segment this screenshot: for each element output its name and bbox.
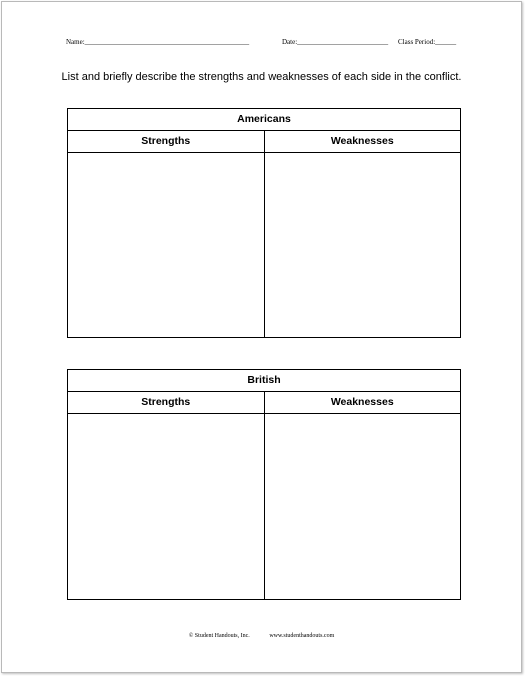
copyright-text: © Student Handouts, Inc. [188,633,250,639]
name-field: Name:_______________________________________________ [66,38,250,46]
strengths-column [68,392,264,599]
page-footer [2,633,521,639]
instructions-text: List and briefly describe the strengths and weaknesses of each side in the conflict. [61,71,462,83]
date-field: Date:__________________________ [282,38,389,46]
column-header: Strengths [68,131,264,153]
column-header: Weaknesses [265,392,461,414]
weaknesses-column [264,392,461,599]
strengths-answer-area[interactable] [68,153,264,337]
strengths-answer-area[interactable] [68,414,264,599]
worksheet-page [1,1,522,673]
column-header: Weaknesses [265,131,461,153]
british-chart [67,369,461,600]
americans-chart [67,108,461,338]
chart-title: Americans [68,109,460,131]
weaknesses-answer-area[interactable] [265,153,461,337]
weaknesses-column [264,131,461,337]
website-text: www.studenthandouts.com [269,633,335,639]
column-header: Strengths [68,392,264,414]
strengths-column [68,131,264,337]
chart-title: British [68,370,460,392]
class-period-field: Class Period:______ [398,38,457,46]
weaknesses-answer-area[interactable] [265,414,461,599]
